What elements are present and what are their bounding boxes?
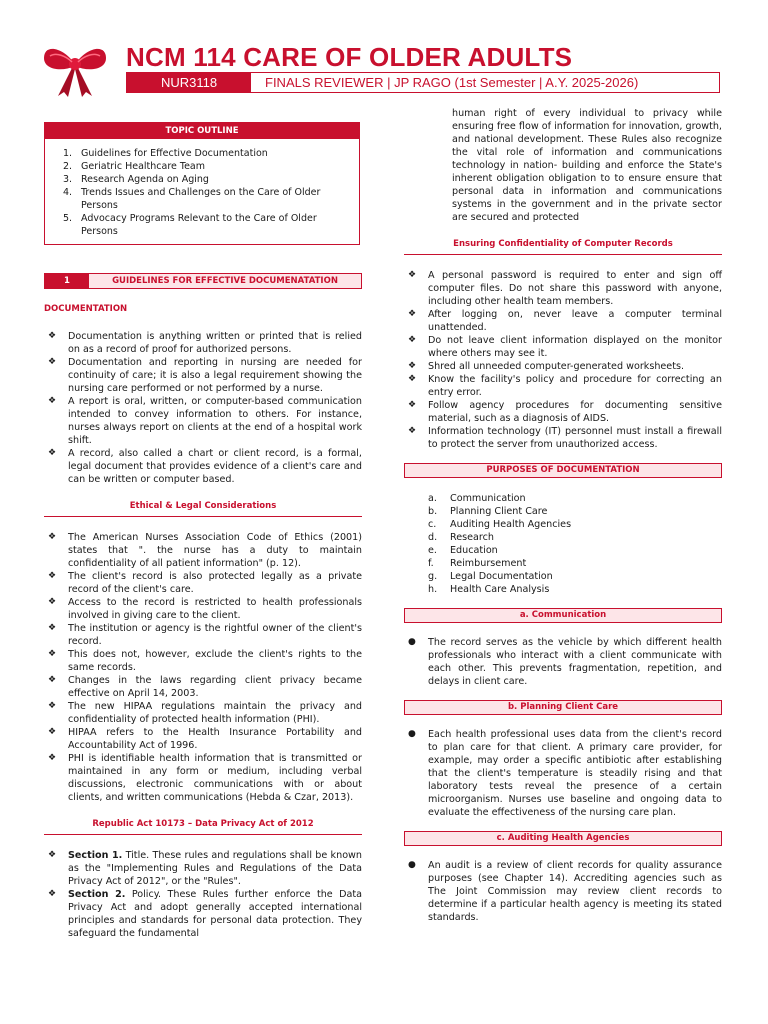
planning-heading: b. Planning Client Care: [404, 700, 722, 715]
page-title: NCM 114 CARE OF OLDER ADULTS: [126, 42, 573, 72]
course-code: NUR3118: [127, 73, 251, 92]
diamond-bullet-icon: ❖: [408, 400, 417, 410]
list-item: ❖ Shred all unneeded computer-generated worksheets.: [404, 360, 722, 373]
section-title: GUIDELINES FOR EFFECTIVE DOCUMENATATION: [112, 275, 338, 286]
list-item: d. Research: [428, 532, 495, 543]
list-item: ❖ A report is oral, written, or computer-based communication intended to convey information to others. For instance, nurses always report on clients at the end of a hospital work shift.: [44, 395, 362, 447]
ethical-legal-heading: Ethical & Legal Considerations: [44, 500, 362, 517]
list-item: ❖ PHI is identifiable health information that is transmitted or maintained in any form or medium, including verbal discussions, electronic communications with or about clients, and written communications (Hebda & Czar, 2013).: [44, 752, 362, 804]
diamond-bullet-icon: ❖: [408, 270, 417, 280]
confidentiality-bullets: [404, 269, 722, 451]
right-column: [404, 107, 722, 924]
data-privacy-heading: Republic Act 10173 – Data Privacy Act of 2012: [44, 818, 362, 835]
subtitle-bar: [126, 72, 720, 93]
diamond-bullet-icon: ❖: [48, 571, 57, 581]
section-1-header: [44, 273, 362, 289]
list-item: ❖ This does not, however, exclude the client's rights to the same records.: [44, 648, 362, 674]
list-item: ❖ After logging on, never leave a computer terminal unattended.: [404, 308, 722, 334]
list-item: f. Reimbursement: [428, 558, 527, 569]
list-item: 2. Geriatric Healthcare Team: [63, 161, 205, 172]
list-item: ❖ Know the facility's policy and procedure for correcting an entry error.: [404, 373, 722, 399]
list-item: b. Planning Client Care: [428, 506, 548, 517]
list-item: 3. Research Agenda on Aging: [63, 174, 209, 185]
planning-bullets: [404, 728, 722, 819]
diamond-bullet-icon: ❖: [48, 649, 57, 659]
list-item: 4. Trends Issues and Challenges on the Care of Older Persons: [63, 187, 321, 211]
purposes-heading: PURPOSES OF DOCUMENTATION: [404, 463, 722, 478]
list-item: ❖ Access to the record is restricted to health professionals involved in giving care to the client.: [44, 596, 362, 622]
diamond-bullet-icon: ❖: [408, 426, 417, 436]
list-item: ● The record serves as the vehicle by which different health professionals who interact with a client communicate with each other. This prevents fragmentation, repetition, and delays in client care.: [404, 636, 722, 688]
documentation-bullets: [44, 330, 362, 486]
list-item: ❖ Do not leave client information displayed on the monitor where others may see it.: [404, 334, 722, 360]
diamond-bullet-icon: ❖: [48, 623, 57, 633]
list-item: ❖ Documentation and reporting in nursing are needed for continuity of care; it is also a legal requirement showing the nursing care performed or not performed by a nurse.: [44, 356, 362, 395]
section-number: 1: [45, 274, 89, 288]
list-item: ❖ HIPAA refers to the Health Insurance Portability and Accountability Act of 1996.: [44, 726, 362, 752]
list-item: ❖ The client's record is also protected legally as a private record of the client's care.: [44, 570, 362, 596]
list-item: a. Communication: [428, 493, 526, 504]
list-item: ❖ The institution or agency is the rightful owner of the client's record.: [44, 622, 362, 648]
auditing-bullets: [404, 859, 722, 924]
list-item: ❖ Follow agency procedures for documenting sensitive material, such as a diagnosis of AIDS.: [404, 399, 722, 425]
list-item: h. Health Care Analysis: [428, 584, 550, 595]
list-item: g. Legal Documentation: [428, 571, 553, 582]
topic-outline-heading: TOPIC OUTLINE: [45, 123, 359, 139]
documentation-label: DOCUMENTATION: [44, 304, 128, 314]
list-item: ● Each health professional uses data from the client's record to plan care for that client. A primary care provider, for example, may order a specific antibiotic after establishing that the client's temperature is steadily rising and that laboratory tests reveal the presence of a certain microorganism. Nurses use baseline and ongoing data to evaluate the effectiveness of the nursing care plan.: [404, 728, 722, 819]
diamond-bullet-icon: ❖: [48, 357, 57, 367]
confidentiality-heading: Ensuring Confidentiality of Computer Records: [404, 238, 722, 255]
list-item: ❖ The new HIPAA regulations maintain the privacy and confidentiality of protected health information (PHI).: [44, 700, 362, 726]
data-privacy-continuation: human right of every individual to privacy while ensuring free flow of information for innovation, growth, and national development. These Rules also recognize the vital role of information and communications technology in nation- building and enforce the State's inherent obligation obligation to to ensure ensure that personal data in information and communications systems in the government and in the private sector are secured and protected: [452, 108, 722, 223]
communication-bullets: [404, 636, 722, 688]
list-item: 1. Guidelines for Effective Documentation: [63, 148, 268, 159]
list-item: ❖ Section 2. Policy. These Rules further enforce the Data Privacy Act and adopt generally accepted international principles and standards for personal data protection. They safeguard the fundamental: [44, 888, 362, 940]
diamond-bullet-icon: ❖: [408, 309, 417, 319]
list-item: ❖ A personal password is required to enter and sign off computer files. Do not share this password with anyone, including other health team members.: [404, 269, 722, 308]
dot-bullet-icon: ●: [408, 729, 416, 739]
data-privacy-bullets: [44, 849, 362, 940]
reviewer-info: FINALS REVIEWER | JP RAGO (1st Semester | A.Y. 2025-2026): [265, 75, 639, 90]
list-item: ● An audit is a review of client records for quality assurance purposes (see Chapter 14). Accrediting agencies such as The Joint Commission may review client records to determine if a particular health agency is meeting its stated standards.: [404, 859, 722, 924]
diamond-bullet-icon: ❖: [48, 532, 57, 542]
list-item: 5. Advocacy Programs Relevant to the Care of Older Persons: [63, 213, 317, 237]
diamond-bullet-icon: ❖: [48, 701, 57, 711]
ribbon-bow-icon: [40, 42, 110, 98]
topic-outline-list: [45, 139, 359, 244]
dot-bullet-icon: ●: [408, 637, 416, 647]
ethical-bullets: [44, 531, 362, 804]
diamond-bullet-icon: ❖: [48, 448, 57, 458]
diamond-bullet-icon: ❖: [48, 850, 57, 860]
list-item: ❖ A record, also called a chart or client record, is a formal, legal document that provides evidence of a client's care and can be written or computer based.: [44, 447, 362, 486]
communication-heading: a. Communication: [404, 608, 722, 623]
list-item: ❖ Changes in the laws regarding client privacy became effective on April 14, 2003.: [44, 674, 362, 700]
list-item: ❖ Information technology (IT) personnel must install a firewall to protect the server from unauthorized access.: [404, 425, 722, 451]
diamond-bullet-icon: ❖: [408, 374, 417, 384]
list-item: c. Auditing Health Agencies: [428, 519, 572, 530]
diamond-bullet-icon: ❖: [48, 753, 57, 763]
list-item: ❖ Section 1. Title. These rules and regulations shall be known as the "Implementing Rules and Regulations of the Data Privacy Act of 2012", or the "Rules".: [44, 849, 362, 888]
dot-bullet-icon: ●: [408, 860, 416, 870]
diamond-bullet-icon: ❖: [48, 675, 57, 685]
diamond-bullet-icon: ❖: [48, 331, 57, 341]
diamond-bullet-icon: ❖: [408, 335, 417, 345]
purposes-list: [404, 492, 722, 596]
diamond-bullet-icon: ❖: [48, 396, 57, 406]
diamond-bullet-icon: ❖: [48, 727, 57, 737]
auditing-heading: c. Auditing Health Agencies: [404, 831, 722, 846]
list-item: e. Education: [428, 545, 498, 556]
left-column: [44, 122, 362, 940]
diamond-bullet-icon: ❖: [48, 597, 57, 607]
diamond-bullet-icon: ❖: [408, 361, 417, 371]
diamond-bullet-icon: ❖: [48, 889, 57, 899]
list-item: ❖ The American Nurses Association Code of Ethics (2001) states that ". the nurse has a duty to maintain confidentiality of all patient information" (p. 12).: [44, 531, 362, 570]
list-item: ❖ Documentation is anything written or printed that is relied on as a record of proof for authorized persons.: [44, 330, 362, 356]
topic-outline: [44, 122, 360, 245]
